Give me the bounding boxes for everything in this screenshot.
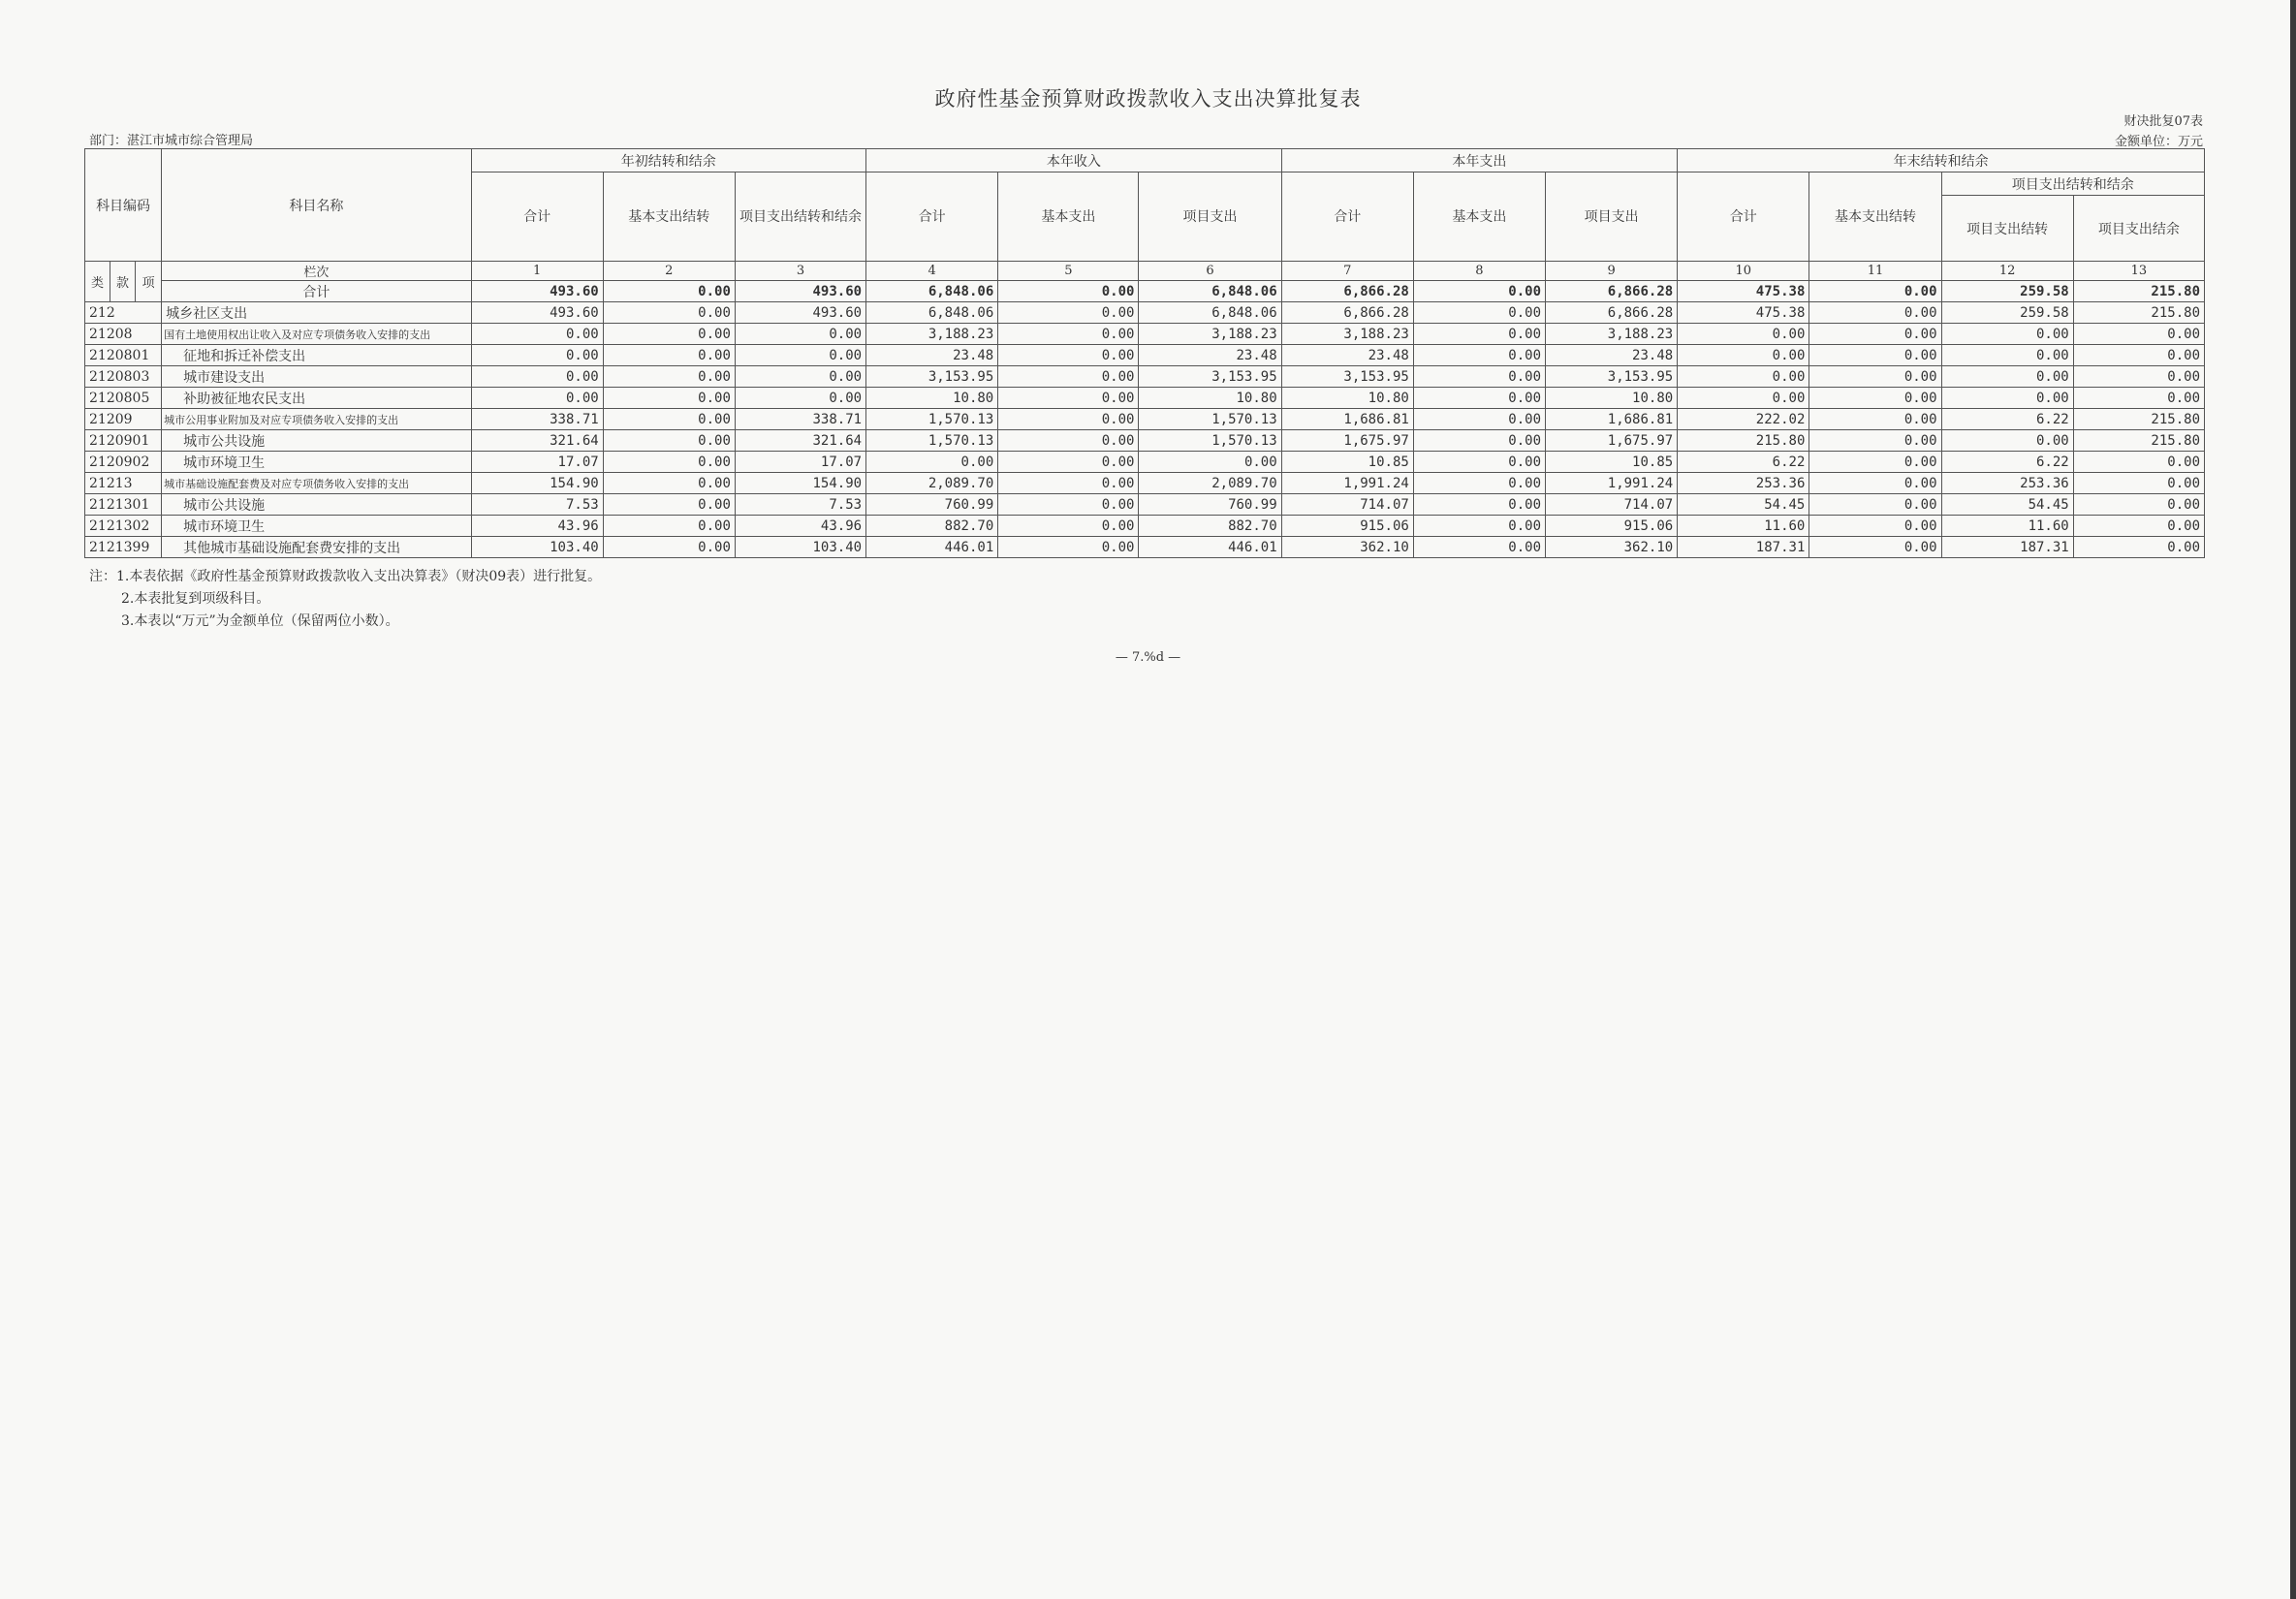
value-cell: 17.07 (735, 452, 865, 473)
value-cell: 0.00 (603, 494, 735, 516)
notes (89, 566, 601, 633)
value-cell: 0.00 (1678, 388, 1809, 409)
value-cell: 103.40 (471, 537, 603, 558)
value-cell: 3,188.23 (866, 324, 998, 345)
value-cell: 0.00 (471, 366, 603, 388)
index-number: 12 (1941, 262, 2073, 281)
value-cell: 154.90 (735, 473, 865, 494)
value-cell: 0.00 (1809, 324, 1941, 345)
index-number: 3 (735, 262, 865, 281)
value-cell: 0.00 (1413, 494, 1545, 516)
subject-code: 2120801 (85, 345, 162, 366)
value-cell: 0.00 (735, 366, 865, 388)
value-cell: 11.60 (1678, 516, 1809, 537)
value-cell: 154.90 (471, 473, 603, 494)
value-cell: 714.07 (1546, 494, 1678, 516)
value-cell: 6,848.06 (866, 302, 998, 324)
subject-code: 2121302 (85, 516, 162, 537)
value-cell: 0.00 (998, 345, 1139, 366)
value-cell: 0.00 (998, 452, 1139, 473)
table-row (85, 516, 2205, 537)
value-cell: 0.00 (1809, 388, 1941, 409)
value-cell: 0.00 (998, 430, 1139, 452)
value-cell: 0.00 (1941, 366, 2073, 388)
value-cell: 43.96 (471, 516, 603, 537)
amount-unit: 金额单位：万元 (2114, 135, 2203, 149)
note-line: 3.本表以“万元”为金额单位（保留两位小数）。 (121, 613, 399, 629)
value-cell: 493.60 (471, 302, 603, 324)
total-cell: 0.00 (1413, 281, 1545, 302)
value-cell: 0.00 (998, 537, 1139, 558)
scan-edge (2290, 0, 2296, 1599)
value-cell: 0.00 (603, 516, 735, 537)
value-cell: 0.00 (603, 366, 735, 388)
value-cell: 23.48 (1281, 345, 1413, 366)
value-cell: 0.00 (998, 388, 1139, 409)
value-cell: 0.00 (1139, 452, 1281, 473)
value-cell: 0.00 (1941, 324, 2073, 345)
index-label: 栏次 (162, 262, 471, 281)
value-cell: 0.00 (2073, 366, 2204, 388)
table-row (85, 473, 2205, 494)
value-cell: 338.71 (471, 409, 603, 430)
total-cell: 215.80 (2073, 281, 2204, 302)
value-cell: 0.00 (1941, 345, 2073, 366)
subject-name: 其他城市基础设施配套费安排的支出 (162, 537, 471, 558)
sub-header-xiang: 项 (136, 262, 162, 302)
column-header: 基本支出 (1413, 172, 1545, 262)
group-header: 本年收入 (866, 149, 1282, 172)
value-cell: 0.00 (2073, 345, 2204, 366)
subject-code: 2121399 (85, 537, 162, 558)
index-number: 8 (1413, 262, 1545, 281)
value-cell: 0.00 (603, 324, 735, 345)
table-row (85, 430, 2205, 452)
value-cell: 0.00 (471, 345, 603, 366)
index-number: 4 (866, 262, 998, 281)
value-cell: 0.00 (1678, 324, 1809, 345)
subject-code: 21213 (85, 473, 162, 494)
value-cell: 3,153.95 (866, 366, 998, 388)
index-number: 2 (603, 262, 735, 281)
subject-code: 2120902 (85, 452, 162, 473)
value-cell: 103.40 (735, 537, 865, 558)
value-cell: 0.00 (603, 409, 735, 430)
value-cell: 714.07 (1281, 494, 1413, 516)
value-cell: 0.00 (1413, 324, 1545, 345)
value-cell: 215.80 (1678, 430, 1809, 452)
value-cell: 0.00 (1413, 366, 1545, 388)
value-cell: 3,188.23 (1546, 324, 1678, 345)
value-cell: 0.00 (471, 324, 603, 345)
value-cell: 0.00 (1809, 302, 1941, 324)
value-cell: 3,153.95 (1546, 366, 1678, 388)
column-header: 基本支出结转 (603, 172, 735, 262)
value-cell: 6,866.28 (1281, 302, 1413, 324)
value-cell: 7.53 (735, 494, 865, 516)
subject-name: 城市环境卫生 (162, 452, 471, 473)
value-cell: 446.01 (1139, 537, 1281, 558)
column-header: 项目支出结转 (1941, 196, 2073, 262)
value-cell: 2,089.70 (1139, 473, 1281, 494)
value-cell: 0.00 (1809, 473, 1941, 494)
subject-code: 212 (85, 302, 162, 324)
value-cell: 338.71 (735, 409, 865, 430)
value-cell: 0.00 (1809, 366, 1941, 388)
department-label: 部门：湛江市城市综合管理局 (89, 134, 254, 148)
subject-name: 城市公共设施 (162, 430, 471, 452)
total-cell: 493.60 (471, 281, 603, 302)
value-cell: 446.01 (866, 537, 998, 558)
value-cell: 0.00 (603, 452, 735, 473)
total-cell: 6,848.06 (866, 281, 998, 302)
value-cell: 1,686.81 (1546, 409, 1678, 430)
value-cell: 6.22 (1941, 409, 2073, 430)
value-cell: 0.00 (998, 324, 1139, 345)
column-header: 合计 (1678, 172, 1809, 262)
value-cell: 0.00 (2073, 324, 2204, 345)
value-cell: 215.80 (2073, 430, 2204, 452)
index-number: 9 (1546, 262, 1678, 281)
value-cell: 6.22 (1678, 452, 1809, 473)
index-number: 10 (1678, 262, 1809, 281)
index-number: 7 (1281, 262, 1413, 281)
total-cell: 493.60 (735, 281, 865, 302)
value-cell: 0.00 (998, 409, 1139, 430)
value-cell: 362.10 (1546, 537, 1678, 558)
table-row (85, 366, 2205, 388)
value-cell: 43.96 (735, 516, 865, 537)
table-row (85, 388, 2205, 409)
table-row (85, 452, 2205, 473)
col-name-header: 科目名称 (162, 149, 471, 262)
group-header: 年初结转和结余 (471, 149, 866, 172)
value-cell: 0.00 (1809, 409, 1941, 430)
value-cell: 187.31 (1678, 537, 1809, 558)
column-header: 项目支出结余 (2073, 196, 2204, 262)
column-header: 合计 (1281, 172, 1413, 262)
value-cell: 0.00 (998, 494, 1139, 516)
total-cell: 6,848.06 (1139, 281, 1281, 302)
group-header: 本年支出 (1281, 149, 1678, 172)
value-cell: 0.00 (471, 388, 603, 409)
col-code-header: 科目编码 (85, 149, 162, 262)
value-cell: 1,570.13 (1139, 430, 1281, 452)
value-cell: 0.00 (1809, 430, 1941, 452)
value-cell: 1,570.13 (1139, 409, 1281, 430)
value-cell: 882.70 (1139, 516, 1281, 537)
sub-header-lei: 类 (85, 262, 110, 302)
value-cell: 0.00 (1678, 366, 1809, 388)
value-cell: 882.70 (866, 516, 998, 537)
value-cell: 0.00 (2073, 537, 2204, 558)
subject-code: 2121301 (85, 494, 162, 516)
value-cell: 0.00 (735, 388, 865, 409)
subject-code: 2120803 (85, 366, 162, 388)
column-header: 项目支出结转和结余 (735, 172, 865, 262)
value-cell: 0.00 (1941, 388, 2073, 409)
index-number: 5 (998, 262, 1139, 281)
value-cell: 1,991.24 (1546, 473, 1678, 494)
total-label: 合计 (162, 281, 471, 302)
value-cell: 3,188.23 (1281, 324, 1413, 345)
value-cell: 760.99 (1139, 494, 1281, 516)
value-cell: 3,153.95 (1139, 366, 1281, 388)
subject-name: 城市公共设施 (162, 494, 471, 516)
form-number: 财决批复07表 (2123, 114, 2203, 129)
value-cell: 253.36 (1941, 473, 2073, 494)
subject-name: 城市公用事业附加及对应专项债务收入安排的支出 (162, 409, 471, 430)
value-cell: 3,153.95 (1281, 366, 1413, 388)
value-cell: 0.00 (1809, 537, 1941, 558)
value-cell: 915.06 (1546, 516, 1678, 537)
value-cell: 493.60 (735, 302, 865, 324)
value-cell: 54.45 (1678, 494, 1809, 516)
column-header: 项目支出 (1139, 172, 1281, 262)
value-cell: 0.00 (1809, 494, 1941, 516)
value-cell: 0.00 (998, 366, 1139, 388)
value-cell: 0.00 (866, 452, 998, 473)
value-cell: 0.00 (603, 302, 735, 324)
column-header: 基本支出 (998, 172, 1139, 262)
value-cell: 11.60 (1941, 516, 2073, 537)
sub-header-kuan: 款 (110, 262, 136, 302)
index-number: 1 (471, 262, 603, 281)
value-cell: 0.00 (1413, 430, 1545, 452)
value-cell: 10.80 (866, 388, 998, 409)
value-cell: 0.00 (998, 516, 1139, 537)
value-cell: 3,188.23 (1139, 324, 1281, 345)
subject-code: 21208 (85, 324, 162, 345)
value-cell: 0.00 (2073, 388, 2204, 409)
value-cell: 0.00 (2073, 494, 2204, 516)
total-cell: 475.38 (1678, 281, 1809, 302)
value-cell: 0.00 (735, 345, 865, 366)
value-cell: 0.00 (603, 388, 735, 409)
value-cell: 6.22 (1941, 452, 2073, 473)
value-cell: 23.48 (1546, 345, 1678, 366)
value-cell: 7.53 (471, 494, 603, 516)
column-header: 合计 (471, 172, 603, 262)
value-cell: 760.99 (866, 494, 998, 516)
value-cell: 10.85 (1546, 452, 1678, 473)
value-cell: 23.48 (1139, 345, 1281, 366)
table-row (85, 324, 2205, 345)
value-cell: 0.00 (603, 430, 735, 452)
total-cell: 0.00 (603, 281, 735, 302)
value-cell: 0.00 (1413, 516, 1545, 537)
value-cell: 0.00 (1413, 302, 1545, 324)
value-cell: 215.80 (2073, 409, 2204, 430)
value-cell: 23.48 (866, 345, 998, 366)
value-cell: 215.80 (2073, 302, 2204, 324)
value-cell: 6,866.28 (1546, 302, 1678, 324)
page-title: 政府性基金预算财政拨款收入支出决算批复表 (934, 87, 1362, 110)
value-cell: 1,570.13 (866, 430, 998, 452)
value-cell: 0.00 (603, 473, 735, 494)
value-cell: 10.85 (1281, 452, 1413, 473)
table-row (85, 537, 2205, 558)
value-cell: 0.00 (1413, 409, 1545, 430)
subject-name: 补助被征地农民支出 (162, 388, 471, 409)
value-cell: 0.00 (603, 537, 735, 558)
subject-name: 城市基础设施配套费及对应专项债务收入安排的支出 (162, 473, 471, 494)
value-cell: 0.00 (1413, 452, 1545, 473)
value-cell: 0.00 (1413, 345, 1545, 366)
budget-table (84, 148, 2205, 558)
value-cell: 475.38 (1678, 302, 1809, 324)
value-cell: 0.00 (1809, 345, 1941, 366)
column-header: 项目支出 (1546, 172, 1678, 262)
table-row (85, 409, 2205, 430)
value-cell: 259.58 (1941, 302, 2073, 324)
page-number: — 7.%d — (1115, 650, 1181, 665)
total-cell: 0.00 (998, 281, 1139, 302)
total-cell: 259.58 (1941, 281, 2073, 302)
index-number: 6 (1139, 262, 1281, 281)
value-cell: 222.02 (1678, 409, 1809, 430)
value-cell: 0.00 (1809, 452, 1941, 473)
value-cell: 1,991.24 (1281, 473, 1413, 494)
subject-name: 城市建设支出 (162, 366, 471, 388)
total-cell: 0.00 (1809, 281, 1941, 302)
column-header: 合计 (866, 172, 998, 262)
note-line: 注：1.本表依据《政府性基金预算财政拨款收入支出决算表》（财决09表）进行批复。 (89, 569, 602, 584)
value-cell: 2,089.70 (866, 473, 998, 494)
value-cell: 0.00 (2073, 516, 2204, 537)
subject-code: 21209 (85, 409, 162, 430)
index-number: 11 (1809, 262, 1941, 281)
value-cell: 10.80 (1546, 388, 1678, 409)
value-cell: 321.64 (735, 430, 865, 452)
total-cell: 6,866.28 (1281, 281, 1413, 302)
subject-code: 2120805 (85, 388, 162, 409)
value-cell: 0.00 (1413, 473, 1545, 494)
value-cell: 0.00 (998, 473, 1139, 494)
note-line: 2.本表批复到项级科目。 (121, 591, 270, 607)
subject-code: 2120901 (85, 430, 162, 452)
value-cell: 0.00 (998, 302, 1139, 324)
value-cell: 187.31 (1941, 537, 2073, 558)
subgroup-header: 项目支出结转和结余 (1941, 172, 2204, 196)
value-cell: 0.00 (1809, 516, 1941, 537)
total-row (85, 281, 2205, 302)
value-cell: 321.64 (471, 430, 603, 452)
subject-name: 城乡社区支出 (162, 302, 471, 324)
value-cell: 0.00 (2073, 473, 2204, 494)
table-row (85, 302, 2205, 324)
value-cell: 0.00 (2073, 452, 2204, 473)
value-cell: 0.00 (1678, 345, 1809, 366)
value-cell: 1,675.97 (1546, 430, 1678, 452)
value-cell: 1,570.13 (866, 409, 998, 430)
value-cell: 0.00 (1941, 430, 2073, 452)
value-cell: 915.06 (1281, 516, 1413, 537)
value-cell: 0.00 (735, 324, 865, 345)
group-header: 年末结转和结余 (1678, 149, 2205, 172)
value-cell: 1,675.97 (1281, 430, 1413, 452)
value-cell: 253.36 (1678, 473, 1809, 494)
index-number: 13 (2073, 262, 2204, 281)
value-cell: 54.45 (1941, 494, 2073, 516)
column-header: 基本支出结转 (1809, 172, 1941, 262)
value-cell: 1,686.81 (1281, 409, 1413, 430)
table-row (85, 345, 2205, 366)
value-cell: 17.07 (471, 452, 603, 473)
value-cell: 0.00 (603, 345, 735, 366)
value-cell: 10.80 (1281, 388, 1413, 409)
subject-name: 征地和拆迁补偿支出 (162, 345, 471, 366)
value-cell: 6,848.06 (1139, 302, 1281, 324)
table-row (85, 494, 2205, 516)
total-cell: 6,866.28 (1546, 281, 1678, 302)
value-cell: 0.00 (1413, 388, 1545, 409)
subject-name: 城市环境卫生 (162, 516, 471, 537)
value-cell: 0.00 (1413, 537, 1545, 558)
subject-name: 国有土地使用权出让收入及对应专项债务收入安排的支出 (162, 324, 471, 345)
value-cell: 10.80 (1139, 388, 1281, 409)
value-cell: 362.10 (1281, 537, 1413, 558)
